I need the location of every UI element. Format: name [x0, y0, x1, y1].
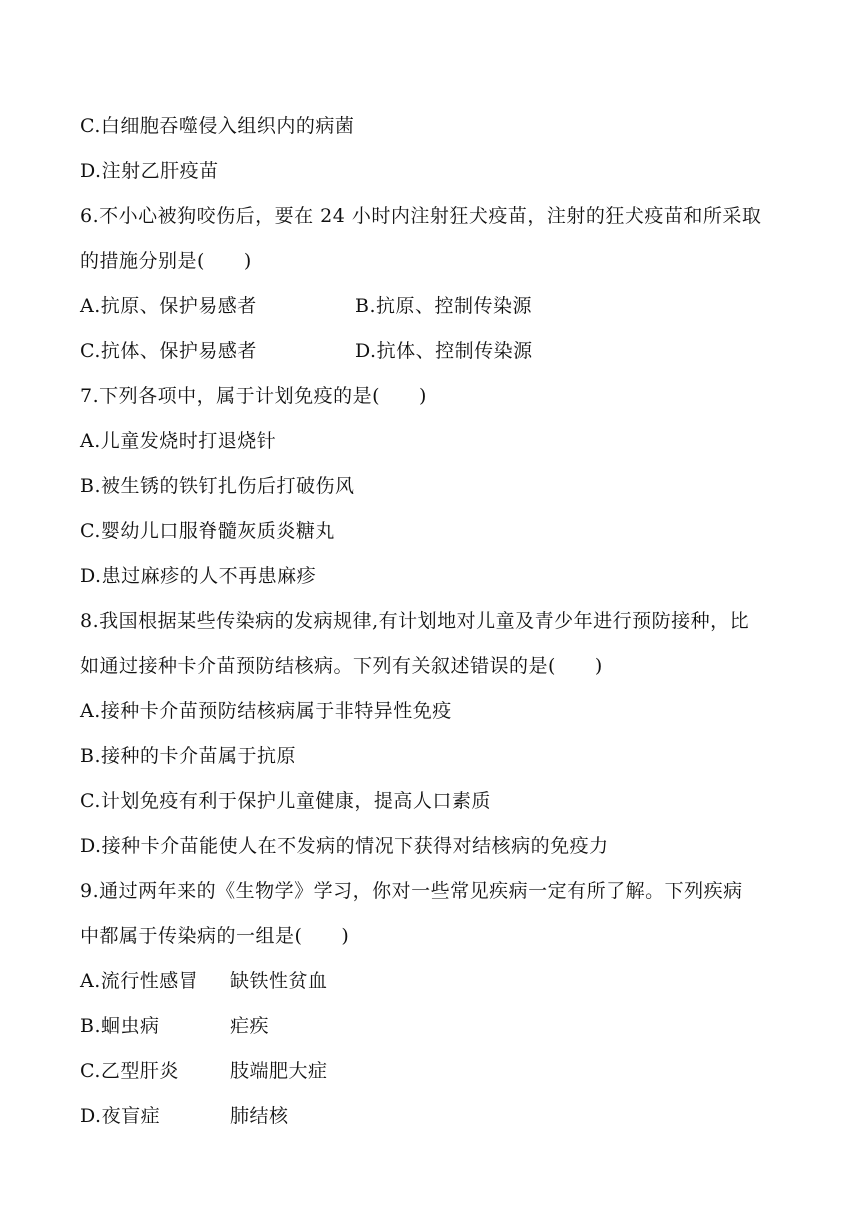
q7-option-a: A.儿童发烧时打退烧针: [80, 430, 277, 452]
q6-options-row2: [80, 329, 780, 374]
q6-option-a: A.抗原、保护易感者: [80, 295, 257, 317]
q6-option-c: C.抗体、保护易感者: [80, 340, 257, 362]
q9-option-c-part2: 肢端肥大症: [230, 1060, 328, 1082]
q8-stem-line2: 如通过接种卡介苗预防结核病。下列有关叙述错误的是( ): [80, 655, 603, 677]
q9-option-d-part1: D.夜盲症: [80, 1105, 161, 1127]
q6-option-d: D.抗体、控制传染源: [355, 340, 533, 362]
q6-options-row1: [80, 284, 780, 329]
q8-option-a: A.接种卡介苗预防结核病属于非特异性免疫: [80, 700, 452, 722]
q6-option-b: B.抗原、控制传染源: [355, 295, 533, 317]
q9-option-d: [80, 1094, 780, 1139]
q7-option-c: C.婴幼儿口服脊髓灰质炎糖丸: [80, 520, 335, 542]
q9-option-a: [80, 959, 780, 1004]
q8-option-d: D.接种卡介苗能使人在不发病的情况下获得对结核病的免疫力: [80, 835, 609, 857]
q9-option-c-part1: C.乙型肝炎: [80, 1060, 179, 1082]
q7-option-d: D.患过麻疹的人不再患麻疹: [80, 565, 317, 587]
q9-option-b-part2: 疟疾: [230, 1015, 270, 1037]
q8-option-b: B.接种的卡介苗属于抗原: [80, 745, 297, 767]
q6-stem-line1: 6.不小心被狗咬伤后，要在 24 小时内注射狂犬疫苗，注射的狂犬疫苗和所采取: [80, 205, 762, 227]
document-page: [80, 104, 780, 1139]
q6-stem-line2: 的措施分别是( ): [80, 250, 252, 272]
q5-option-d: D.注射乙肝疫苗: [80, 160, 219, 182]
q9-option-b: [80, 1004, 780, 1049]
q9-option-c: [80, 1049, 780, 1094]
q7-option-b: B.被生锈的铁钉扎伤后打破伤风: [80, 475, 355, 497]
q7-stem: 7.下列各项中，属于计划免疫的是( ): [80, 385, 427, 407]
q9-stem-line2: 中都属于传染病的一组是( ): [80, 925, 350, 947]
q8-stem-line1: 8.我国根据某些传染病的发病规律,有计划地对儿童及青少年进行预防接种，比: [80, 610, 750, 632]
q9-stem-line1: 9.通过两年来的《生物学》学习，你对一些常见疾病一定有所了解。下列疾病: [80, 880, 743, 902]
q9-option-b-part1: B.蛔虫病: [80, 1015, 160, 1037]
q9-option-a-part1: A.流行性感冒: [80, 970, 199, 992]
q8-option-c: C.计划免疫有利于保护儿童健康，提高人口素质: [80, 790, 491, 812]
q5-option-c: C.白细胞吞噬侵入组织内的病菌: [80, 115, 355, 137]
q9-option-d-part2: 肺结核: [230, 1105, 289, 1127]
q9-option-a-part2: 缺铁性贫血: [230, 970, 328, 992]
